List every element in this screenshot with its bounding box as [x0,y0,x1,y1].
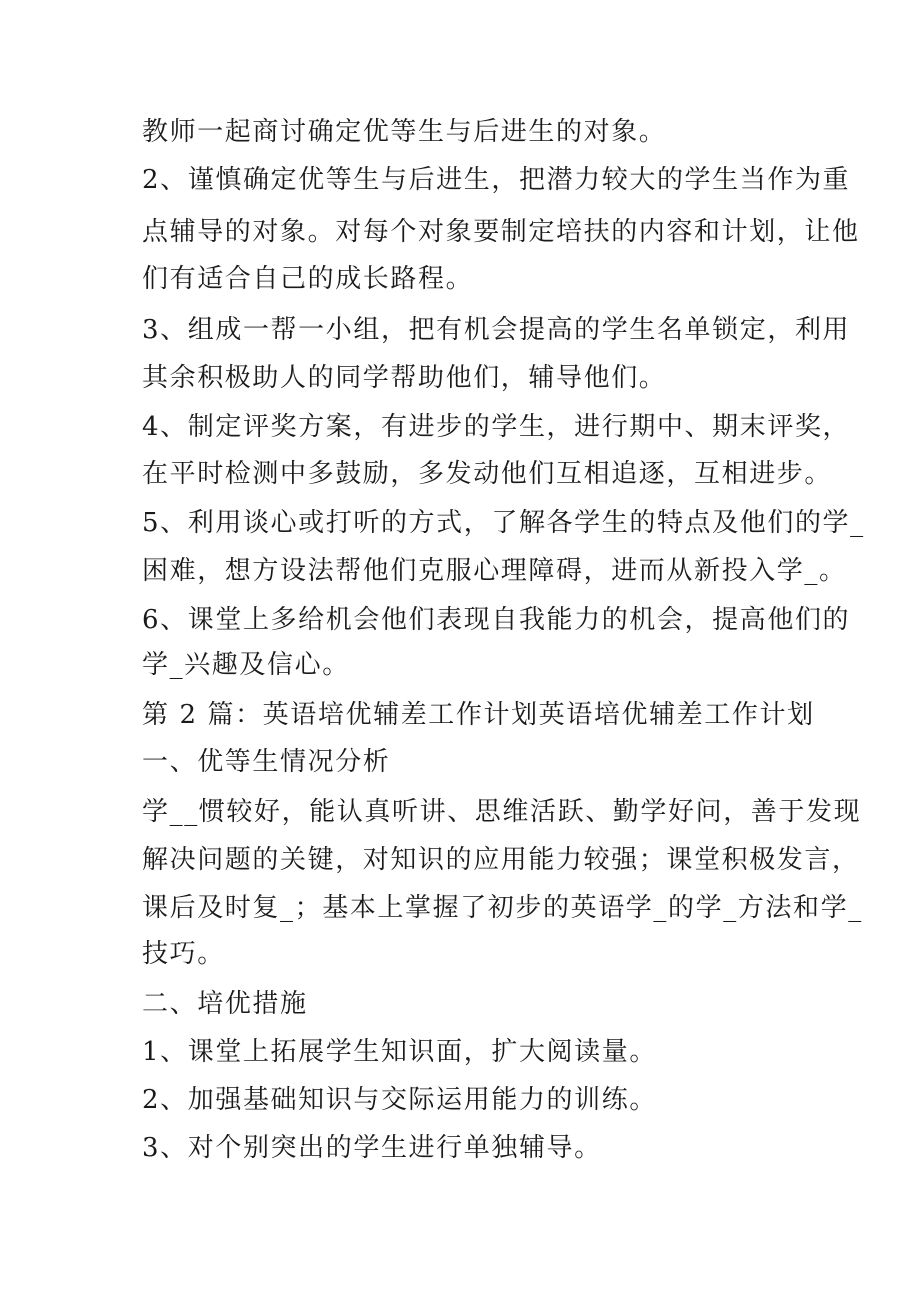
list-item: 3、对个别突出的学生进行单独辅导。 [142,1133,602,1163]
text-line: 学__惯较好，能认真听讲、思维活跃、勤学好问，善于发现 [142,797,862,827]
list-item: 2、加强基础知识与交际运用能力的训练。 [142,1085,657,1115]
section-heading: 二、培优措施 [142,989,308,1019]
text-line: 教师一起商讨确定优等生与后进生的对象。 [142,117,667,147]
text-line: 解决问题的关键，对知识的应用能力较强；课堂积极发言， [142,845,860,875]
text-line: 困难，想方设法帮他们克服心理障碍，进而从新投入学_。 [142,556,847,586]
text-line: 在平时检测中多鼓励，多发动他们互相追逐，互相进步。 [142,459,833,489]
text-line: 4、制定评奖方案，有进步的学生，进行期中、期末评奖， [142,412,851,442]
text-line: 课后及时复_；基本上掌握了初步的英语学_的学_方法和学_ [142,893,863,923]
section-heading: 一、优等生情况分析 [142,747,391,777]
text-line: 其余积极助人的同学帮助他们，辅导他们。 [142,363,667,393]
text-line: 2、谨慎确定优等生与后进生，把潜力较大的学生当作为重 [142,165,851,195]
text-line: 5、利用谈心或打听的方式，了解各学生的特点及他们的学_ [142,508,865,538]
text-line: 学_兴趣及信心。 [142,650,350,680]
text-line: 技巧。 [142,939,225,969]
text-line: 们有适合自己的成长路程。 [142,264,474,294]
text-line: 6、课堂上多给机会他们表现自我能力的机会，提高他们的 [142,605,851,635]
text-line: 3、组成一帮一小组，把有机会提高的学生名单锁定，利用 [142,315,851,345]
section-title: 第 2 篇：英语培优辅差工作计划英语培优辅差工作计划 [142,700,815,730]
list-item: 1、课堂上拓展学生知识面，扩大阅读量。 [142,1037,657,1067]
text-line: 点辅导的对象。对每个对象要制定培扶的内容和计划，让他 [142,217,860,247]
